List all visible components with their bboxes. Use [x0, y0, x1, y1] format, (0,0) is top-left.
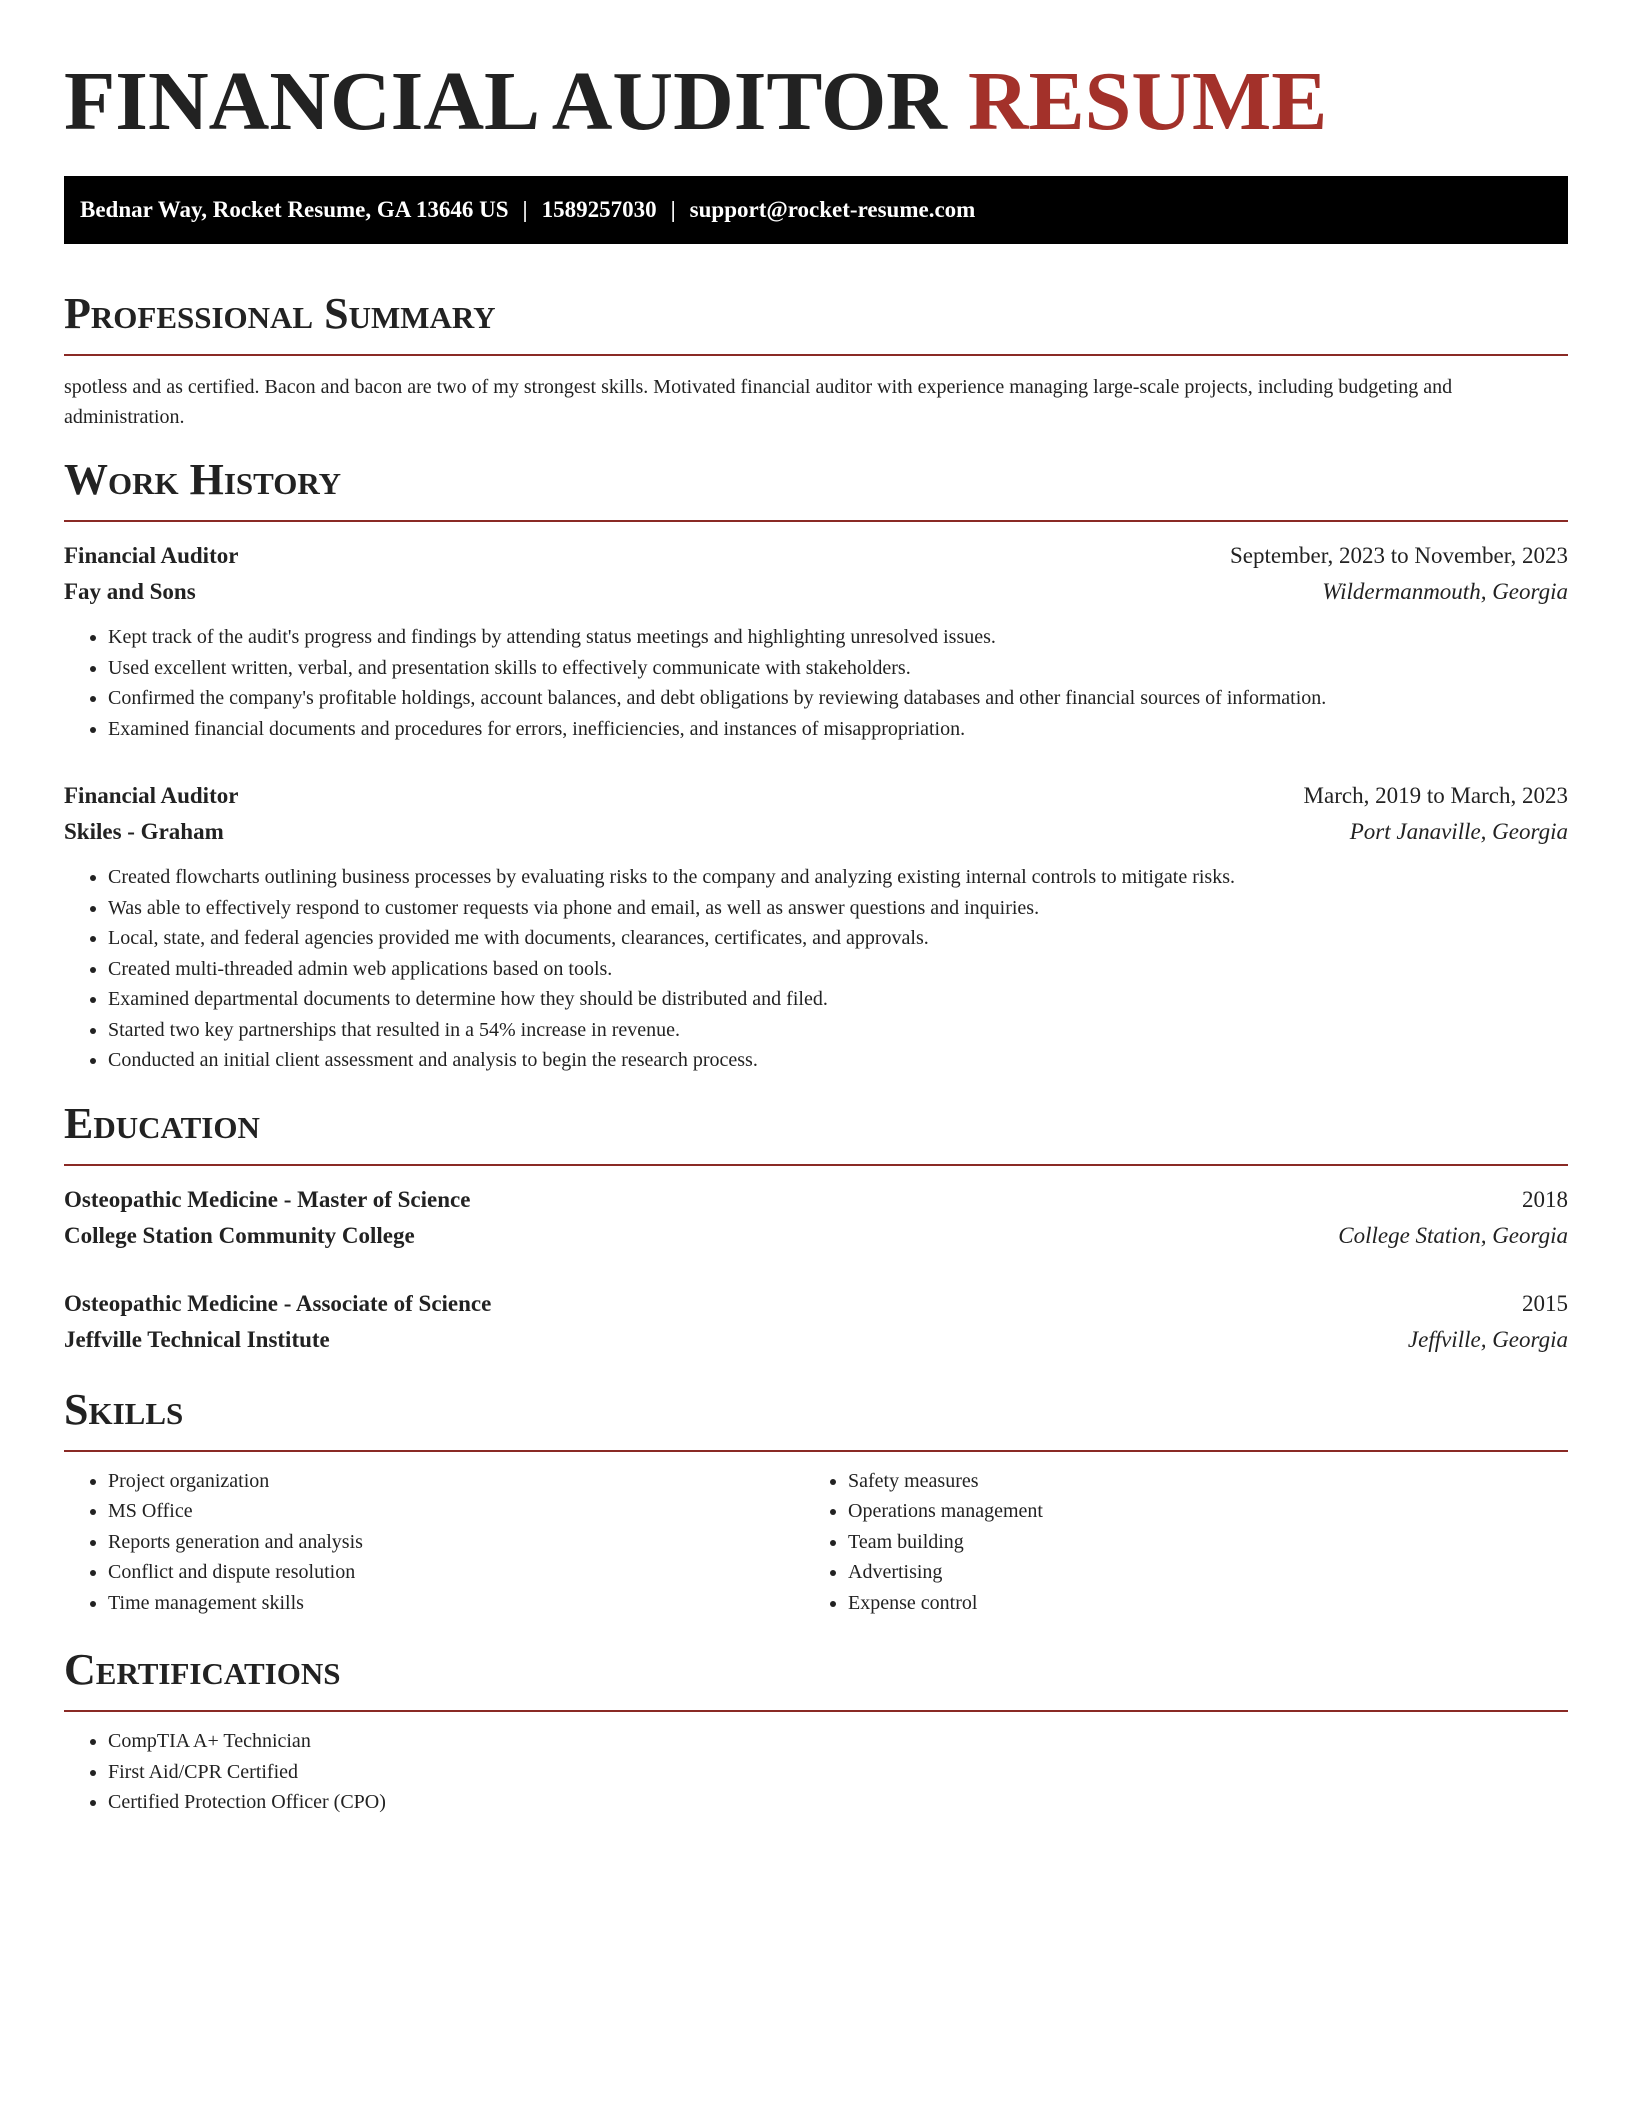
section-divider	[64, 1164, 1568, 1166]
education-location: Jeffville, Georgia	[1407, 1326, 1568, 1352]
job-title-row	[64, 778, 1568, 814]
certification-item: • First Aid/CPR Certified	[108, 1757, 1568, 1788]
education-entry	[64, 1182, 1568, 1254]
skill-item: • Advertising	[848, 1557, 1544, 1588]
contact-address: Bednar Way, Rocket Resume, GA 13646 US	[80, 197, 509, 222]
contact-email: support@rocket-resume.com	[689, 197, 976, 222]
contact-phone: 1589257030	[541, 197, 657, 222]
list-item: • Started two key partnerships that resulted in a 54% increase in revenue.	[108, 1015, 1568, 1046]
job-location: Wildermanmouth, Georgia	[1322, 579, 1568, 604]
skill-item: • MS Office	[108, 1496, 804, 1527]
section-divider	[64, 1450, 1568, 1452]
list-item: • Created multi-threaded admin web applications based on tools.	[108, 954, 1568, 985]
skills-column-right	[804, 1466, 1544, 1619]
summary-section	[64, 288, 1568, 432]
education-degree: Osteopathic Medicine - Associate of Science	[64, 1290, 492, 1316]
list-item: • Kept track of the audit's progress and findings by attending status meetings and highlighting unresolved issues.	[108, 622, 1568, 653]
certifications-list	[64, 1726, 1568, 1818]
summary-heading: Professional Summary	[64, 289, 496, 338]
education-school-row	[64, 1218, 1568, 1254]
list-item: • Created flowcharts outlining business processes by evaluating risks to the company and analyzing existing internal controls to mitigate risks.	[108, 862, 1568, 893]
job-bullets	[64, 862, 1568, 1076]
certification-item: • CompTIA A+ Technician	[108, 1726, 1568, 1757]
education-year: 2015	[1522, 1290, 1568, 1316]
resume-page	[64, 0, 1568, 1818]
education-location: College Station, Georgia	[1338, 1222, 1568, 1248]
list-item: • Was able to effectively respond to customer requests via phone and email, as well as answer questions and inquiries.	[108, 893, 1568, 924]
job-company-row	[64, 814, 1568, 850]
skill-item: • Safety measures	[848, 1466, 1544, 1497]
skills-grid	[64, 1466, 1568, 1619]
contact-separator: |	[522, 197, 528, 222]
contact-separator: |	[670, 197, 676, 222]
list-item: • Conducted an initial client assessment and analysis to begin the research process.	[108, 1045, 1568, 1076]
job-entry	[64, 538, 1568, 744]
title-main: FINANCIAL AUDITOR	[64, 55, 947, 148]
skills-list-right	[804, 1466, 1544, 1619]
resume-title	[64, 0, 1568, 152]
education-year: 2018	[1522, 1186, 1568, 1212]
job-company: Skiles - Graham	[64, 819, 224, 844]
skill-item: • Operations management	[848, 1496, 1544, 1527]
section-divider	[64, 354, 1568, 356]
list-item: • Examined financial documents and procedures for errors, inefficiencies, and instances of misappropriation.	[108, 714, 1568, 745]
job-bullets	[64, 622, 1568, 744]
education-section	[64, 1098, 1568, 1358]
job-dates: September, 2023 to November, 2023	[1230, 543, 1568, 568]
section-divider	[64, 1710, 1568, 1712]
education-school: Jeffville Technical Institute	[64, 1326, 330, 1352]
certifications-heading: Certifications	[64, 1645, 341, 1694]
job-entry	[64, 778, 1568, 1076]
skills-section	[64, 1384, 1568, 1619]
job-company-row	[64, 574, 1568, 610]
job-title-row	[64, 538, 1568, 574]
education-school: College Station Community College	[64, 1222, 415, 1248]
skills-column-left	[64, 1466, 804, 1619]
skill-item: • Expense control	[848, 1588, 1544, 1619]
summary-text: spotless and as certified. Bacon and bacon are two of my strongest skills. Motivated financial auditor with experience managing large-scale projects, including budgeting and administration.	[64, 376, 1453, 428]
work-history-heading: Work History	[64, 455, 342, 504]
skills-heading: Skills	[64, 1384, 184, 1434]
education-school-row	[64, 1322, 1568, 1358]
skill-item: • Team building	[848, 1527, 1544, 1558]
job-location: Port Janaville, Georgia	[1349, 819, 1568, 844]
certifications-section	[64, 1644, 1568, 1818]
job-dates: March, 2019 to March, 2023	[1303, 783, 1568, 808]
list-item: • Used excellent written, verbal, and presentation skills to effectively communicate with stakeholders.	[108, 653, 1568, 684]
job-company: Fay and Sons	[64, 579, 196, 604]
education-heading: Education	[64, 1098, 260, 1148]
certification-item: • Certified Protection Officer (CPO)	[108, 1787, 1568, 1818]
job-title: Financial Auditor	[64, 543, 239, 568]
education-degree: Osteopathic Medicine - Master of Science	[64, 1186, 471, 1212]
list-item: • Local, state, and federal agencies provided me with documents, clearances, certificates, and approvals.	[108, 923, 1568, 954]
work-history-section	[64, 454, 1568, 1076]
section-divider	[64, 520, 1568, 522]
education-degree-row	[64, 1286, 1568, 1322]
skill-item: • Reports generation and analysis	[108, 1527, 804, 1558]
contact-bar	[64, 176, 1568, 244]
title-accent: RESUME	[967, 55, 1328, 148]
skill-item: • Conflict and dispute resolution	[108, 1557, 804, 1588]
skill-item: • Project organization	[108, 1466, 804, 1497]
job-title: Financial Auditor	[64, 783, 239, 808]
skill-item: • Time management skills	[108, 1588, 804, 1619]
education-entry	[64, 1286, 1568, 1358]
list-item: • Examined departmental documents to determine how they should be distributed and filed.	[108, 984, 1568, 1015]
skills-list-left	[64, 1466, 804, 1619]
list-item: • Confirmed the company's profitable holdings, account balances, and debt obligations by reviewing databases and other financial sources of information.	[108, 683, 1568, 714]
education-degree-row	[64, 1182, 1568, 1218]
